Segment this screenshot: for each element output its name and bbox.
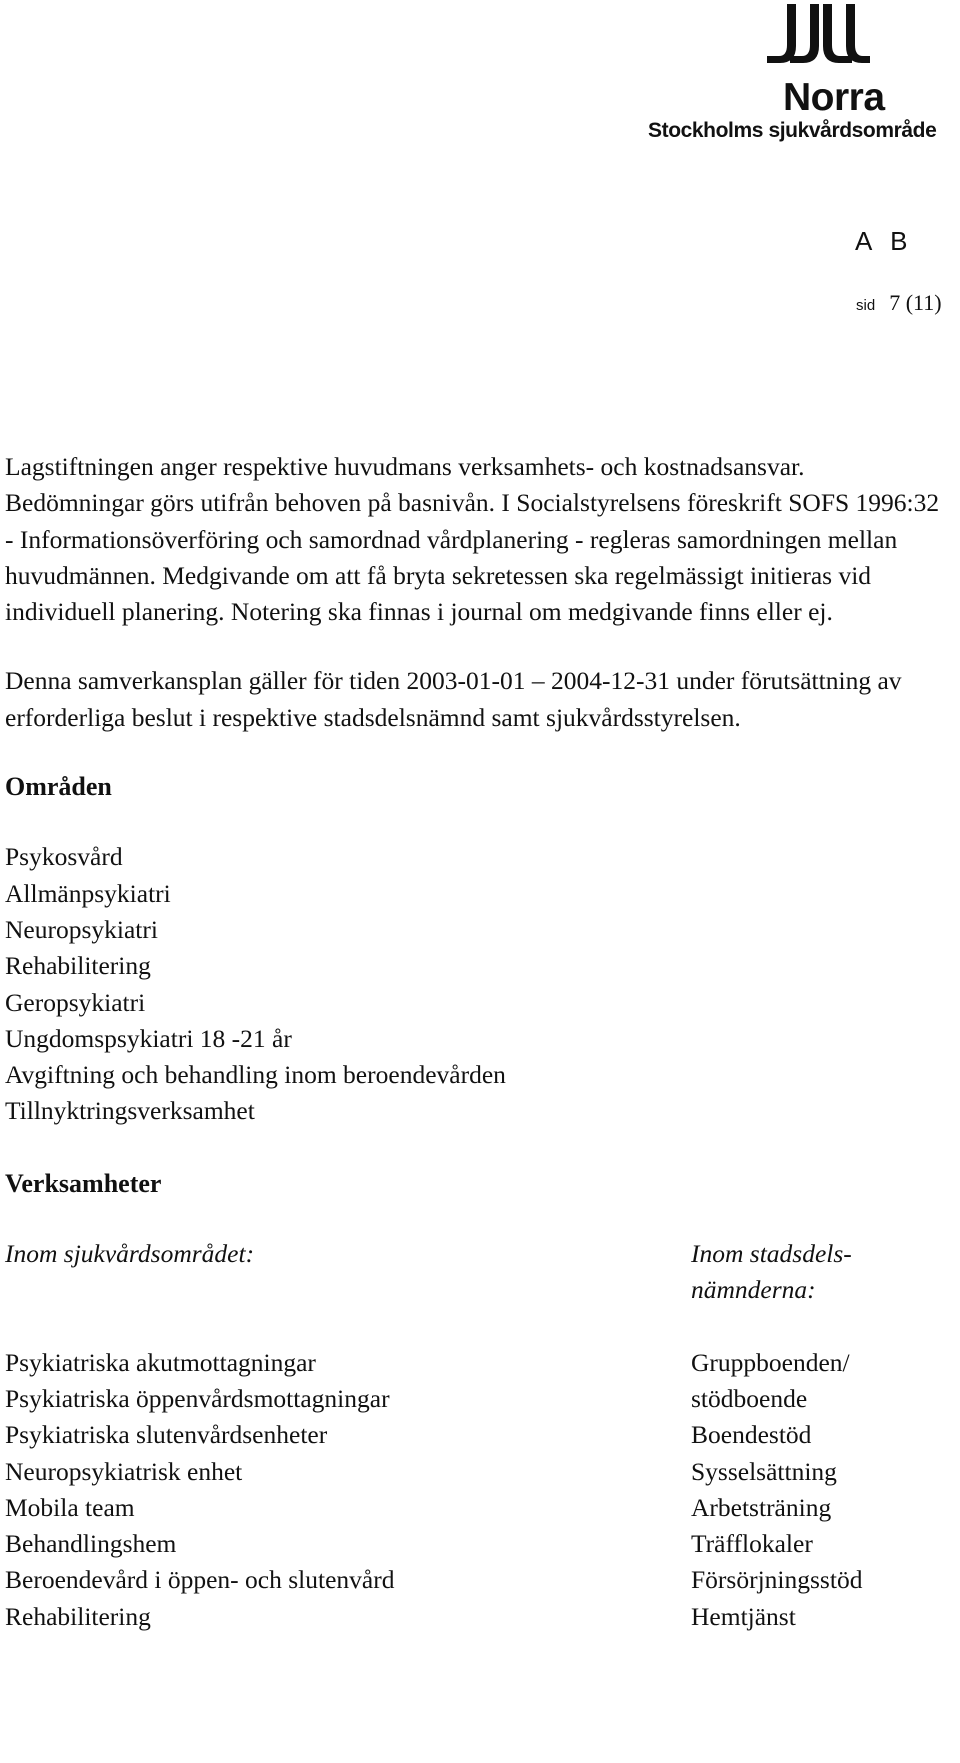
list-item: Psykiatriska akutmottagningar — [5, 1347, 316, 1377]
list-item: stödboende — [691, 1383, 808, 1413]
list-item: Sysselsättning — [691, 1456, 837, 1486]
list-item: Psykiatriska slutenvårdsenheter — [5, 1420, 328, 1450]
list-item: Avgiftning och behandling inom beroendevården — [5, 1060, 506, 1090]
paragraph-validity: Denna samverkansplan gäller för tiden 2003-01-01 – 2004-12-31 under förutsättning av erforderliga beslut i respektive stadsdelsnämnd samt sjukvårdsstyrelsen. — [5, 666, 902, 732]
document-code: A B — [855, 226, 914, 256]
areas-heading: Områden — [5, 772, 112, 802]
list-item: Allmänpsykiatri — [5, 878, 171, 908]
district-heading-line2: nämnderna: — [691, 1275, 816, 1305]
page-label: sid — [856, 297, 876, 314]
logo-name: Norra — [783, 76, 885, 119]
list-item: Behandlingshem — [5, 1529, 177, 1559]
areas-list — [5, 839, 940, 1129]
list-item: Neuropsykiatri — [5, 914, 158, 944]
document-body — [5, 449, 940, 1636]
list-item: Gruppboenden/ — [691, 1347, 850, 1377]
list-item: Hemtjänst — [691, 1601, 796, 1631]
list-item: Neuropsykiatrisk enhet — [5, 1456, 243, 1486]
page-number-value: 7 (11) — [889, 290, 942, 315]
list-item: Beroendevård i öppen- och slutenvård — [5, 1565, 395, 1595]
list-item: Mobila team — [5, 1492, 135, 1522]
list-item: Psykiatriska öppenvårdsmottagningar — [5, 1383, 390, 1413]
list-item: Rehabilitering — [5, 951, 151, 981]
list-item: Geropsykiatri — [5, 987, 146, 1017]
district-list — [691, 1345, 951, 1635]
organization-logo — [640, 0, 960, 150]
paragraph-legislation: Lagstiftningen anger respektive huvudmans verksamhets- och kostnadsansvar. Bedömningar görs utifrån behoven på basnivån. I Socialstyrelsens föreskrift SOFS 1996:32 - Informationsöverföring och samordnad vårdplanering - regleras samordningen mellan huvudmännen. Medgivande om att få bryta sekretessen ska regelmässigt initieras vid individuell planering. Notering ska finnas i journal om medgivande finns eller ej. — [5, 452, 940, 627]
healthcare-list — [5, 1345, 665, 1635]
list-item: Rehabilitering — [5, 1601, 151, 1631]
list-item: Tillnyktringsverksamhet — [5, 1096, 255, 1126]
logo-subtitle: Stockholms sjukvårdsområde — [648, 119, 937, 142]
healthcare-column-heading: Inom sjukvårdsområdet: — [5, 1239, 255, 1269]
list-item: Försörjningsstöd — [691, 1565, 863, 1595]
district-column-heading — [691, 1236, 951, 1309]
operations-columns — [5, 1236, 940, 1636]
list-item: Arbetsträning — [691, 1492, 832, 1522]
list-item: Psykosvård — [5, 842, 123, 872]
district-column — [691, 1236, 951, 1635]
list-item: Boendestöd — [691, 1420, 812, 1450]
page-number — [856, 290, 942, 319]
operations-heading: Verksamheter — [5, 1168, 162, 1198]
list-item: Ungdomspsykiatri 18 -21 år — [5, 1023, 292, 1053]
district-heading-line1: Inom stadsdels- — [691, 1239, 852, 1269]
healthcare-column — [5, 1236, 665, 1635]
list-item: Träfflokaler — [691, 1529, 813, 1559]
jll-logo-mark-icon — [760, 0, 870, 74]
